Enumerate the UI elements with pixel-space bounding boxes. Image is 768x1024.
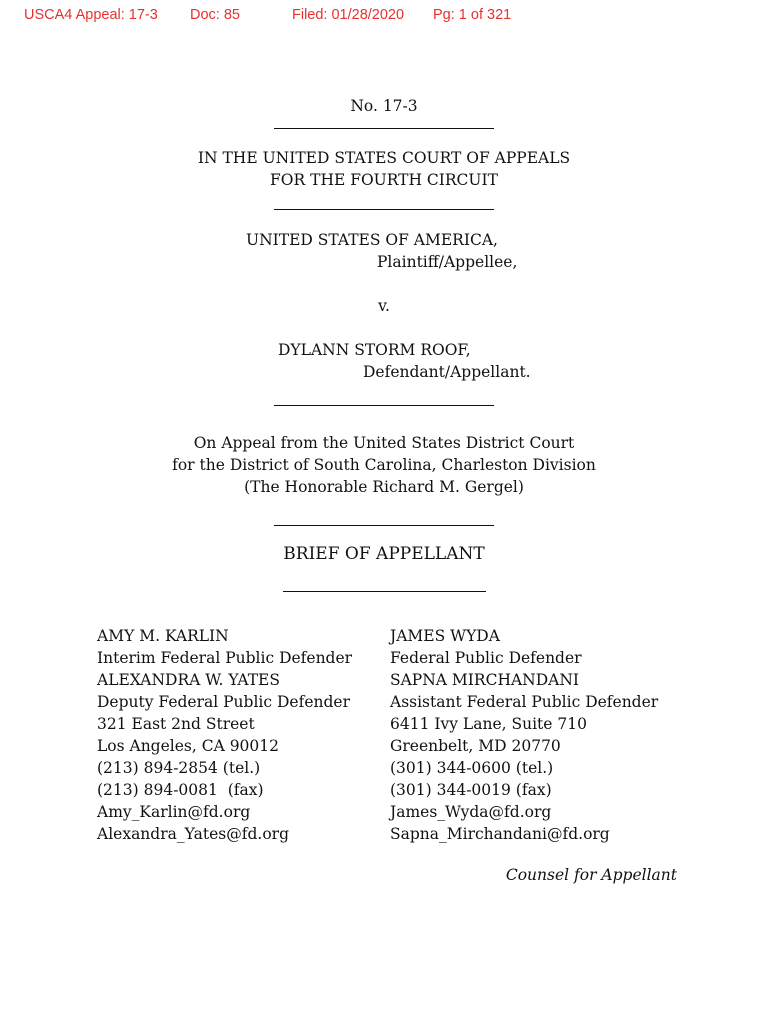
court-name-line2: FOR THE FOURTH CIRCUIT <box>270 171 498 189</box>
appeal-info-line3: (The Honorable Richard M. Gergel) <box>244 478 524 496</box>
counsel-left-name-2: ALEXANDRA W. YATES <box>97 671 280 689</box>
counsel-right-street: 6411 Ivy Lane, Suite 710 <box>390 715 587 733</box>
counsel-left-column <box>97 625 352 845</box>
divider-rule <box>274 128 494 129</box>
divider-rule <box>274 405 494 406</box>
counsel-left-email-1: Amy_Karlin@fd.org <box>97 803 251 821</box>
counsel-left-street: 321 East 2nd Street <box>97 715 255 733</box>
stamp-doc: Doc: 85 <box>190 7 240 23</box>
stamp-appeal: USCA4 Appeal: 17-3 <box>24 7 158 23</box>
case-number: No. 17-3 <box>350 97 418 115</box>
document-title: BRIEF OF APPELLANT <box>283 544 485 564</box>
counsel-left-email-2: Alexandra_Yates@fd.org <box>97 825 289 843</box>
defendant-name: DYLANN STORM ROOF, <box>278 341 471 359</box>
counsel-left-title-2: Deputy Federal Public Defender <box>97 693 350 711</box>
counsel-right-column <box>390 625 658 845</box>
counsel-right-title-2: Assistant Federal Public Defender <box>390 693 659 711</box>
counsel-right-name-2: SAPNA MIRCHANDANI <box>390 671 580 689</box>
counsel-right-fax: (301) 344-0019 (fax) <box>390 781 552 799</box>
counsel-left-fax: (213) 894-0081 (fax) <box>97 781 264 799</box>
divider-rule <box>274 525 494 526</box>
counsel-right-tel: (301) 344-0600 (tel.) <box>390 759 554 777</box>
counsel-right-title-1: Federal Public Defender <box>390 649 582 667</box>
counsel-left-city: Los Angeles, CA 90012 <box>97 737 280 755</box>
appeal-info-line1: On Appeal from the United States District Court <box>193 434 575 452</box>
filing-stamp <box>0 7 768 27</box>
counsel-right-email-2: Sapna_Mirchandani@fd.org <box>390 825 610 843</box>
counsel-right-email-1: James_Wyda@fd.org <box>390 803 552 821</box>
versus: v. <box>378 297 390 315</box>
counsel-left-title-1: Interim Federal Public Defender <box>97 649 353 667</box>
plaintiff-name: UNITED STATES OF AMERICA, <box>246 231 498 249</box>
plaintiff-role: Plaintiff/Appellee, <box>377 253 518 271</box>
counsel-right-name-1: JAMES WYDA <box>390 627 500 645</box>
stamp-page: Pg: 1 of 321 <box>433 7 512 23</box>
counsel-right-city: Greenbelt, MD 20770 <box>390 737 561 755</box>
counsel-left-name-1: AMY M. KARLIN <box>97 627 229 645</box>
divider-rule <box>283 591 486 592</box>
divider-rule <box>274 209 494 210</box>
counsel-left-tel: (213) 894-2854 (tel.) <box>97 759 261 777</box>
court-name-line1: IN THE UNITED STATES COURT OF APPEALS <box>197 149 571 167</box>
stamp-filed: Filed: 01/28/2020 <box>292 7 405 23</box>
appeal-info-line2: for the District of South Carolina, Charleston Division <box>172 456 596 474</box>
defendant-role: Defendant/Appellant. <box>363 363 531 381</box>
counsel-signature-label: Counsel for Appellant <box>505 866 677 884</box>
